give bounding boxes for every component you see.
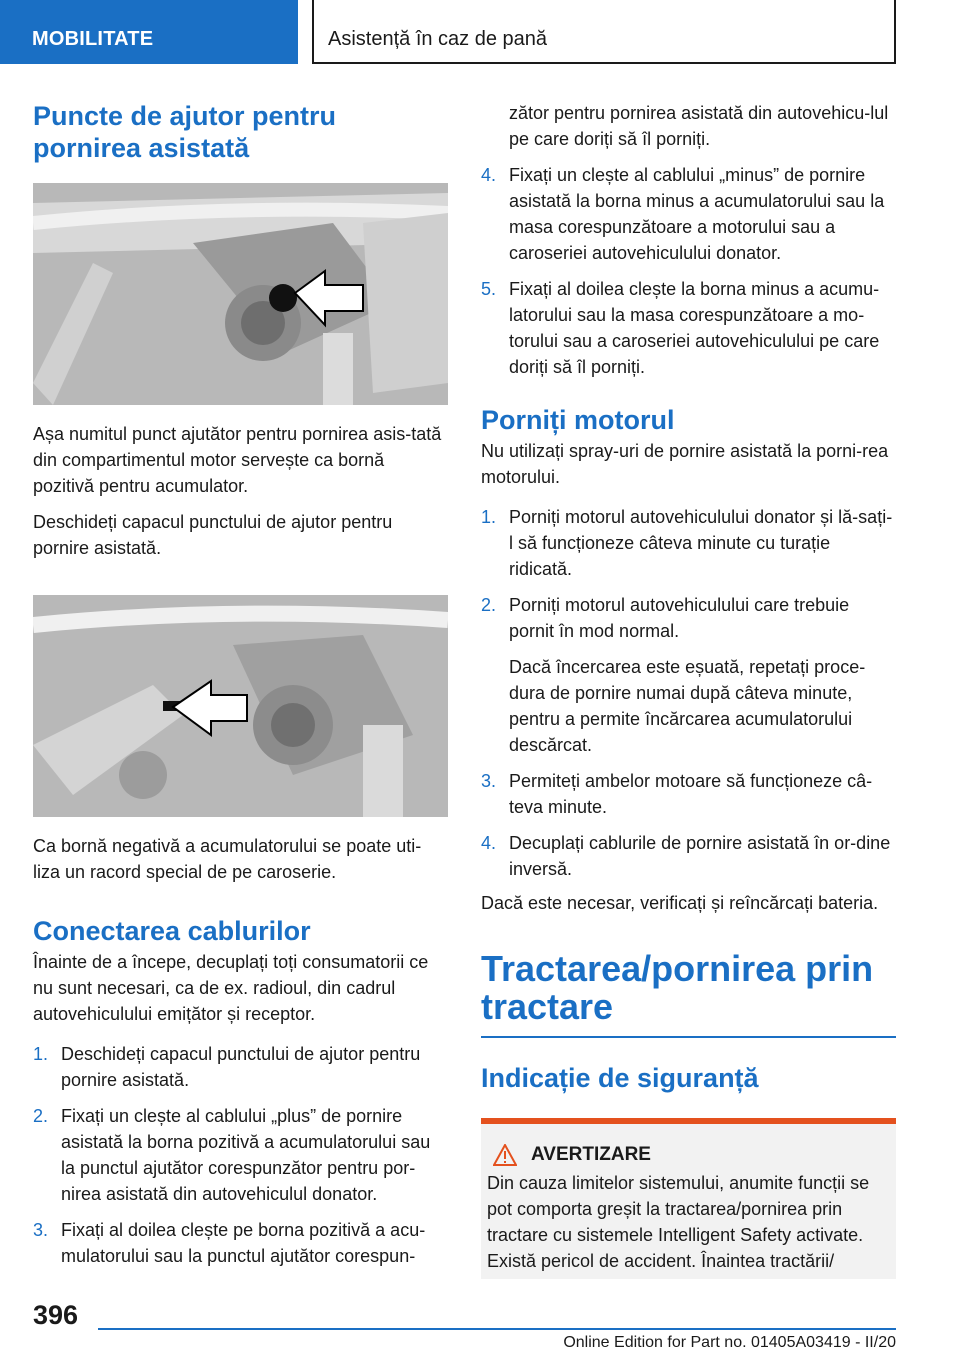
warning-box [481,1118,896,1279]
engine-photo-positive-terminal [33,183,448,405]
list-item: 3. Permiteți ambelor motoare să funcționeze câ-teva minute. [481,771,873,817]
footer-edition: Online Edition for Part no. 01405A03419 - II/20 [563,1334,896,1351]
header-section: MOBILITATE [0,0,298,64]
paragraph-check-battery: Dacă este necesar, verificați și reîncărcați bateria. [481,893,879,913]
connect-steps-list [33,1041,448,1269]
list-item: 1. Deschideți capacul punctului de ajutor pentru pornire asistată. [33,1044,421,1090]
list-item: 2. Fixați un clește al cablului „plus” de pornire asistată la borna pozitivă a acumulatorului sau la punctul ajutător corespunzător pentru por-nirea asistată din autovehiculul donator. [33,1106,431,1204]
warning-text: Din cauza limitelor sistemului, anumite funcții se pot comporta greșit la tractarea/pornirea prin tractare cu sistemele Intelligent Safety activate. Există pericol de accident. Înaintea tractării/ [487,1173,870,1271]
connect-steps-list-cont [481,162,896,380]
paragraph-open-cover: Deschideți capacul punctului de ajutor pentru pornire asistată. [33,512,393,558]
list-item: 4. Decuplați cablurile de pornire asistată în or-dine inversă. [481,833,891,879]
heading-divider [481,1036,896,1038]
right-column [481,100,896,1279]
engine-photo-negative-terminal [33,595,448,817]
warning-triangle-icon [493,1144,517,1166]
list-item: 2. Porniți motorul autovehiculului care trebuie pornit în mod normal. Dacă încercarea este eșuată, repetați proce-dura de pornire numai după câteva minute, pentru a permite încărcarea acumulatorului descărcat. [481,595,866,755]
paragraph-no-spray: Nu utilizați spray-uri de pornire asistată la porni-rea motorului. [481,441,889,487]
list-item: 5. Fixați al doilea clește la borna minus a acumu-latorului sau la masa corespunzătoare a mo-torului sau a caroseriei autovehiculului pe care doriți să îl porniți. [481,279,880,377]
warning-title: AVERTIZARE [531,1144,651,1165]
paragraph-before-start: Înainte de a începe, decuplați toți consumatorii ce nu sunt necesari, ca de ex. radioul, din cadrul autovehiculului emițător și receptor. [33,952,429,1024]
header-chapter: Asistență în caz de pană [312,0,896,64]
heading-start-engine: Porniți motorul [481,405,675,435]
list-item: 4. Fixați un clește al cablului „minus” de pornire asistată la borna minus a acumulatorului sau la masa corespunzătoare a motorului sau a caroseriei autovehiculului donator. [481,165,885,263]
start-steps-list [481,504,896,882]
paragraph-continuation: zător pentru pornirea asistată din autovehicu-lul pe care doriți să îl porniți. [509,103,889,149]
paragraph-negative-terminal: Ca bornă negativă a acumulatorului se poate uti-liza un racord special de pe caroserie. [33,836,422,882]
heading-towing: Tractarea/pornirea prin tractare [481,948,874,1027]
footer-divider [98,1328,896,1330]
paragraph-positive-terminal: Așa numitul punct ajutător pentru pornirea asis-tată din compartimentul motor servește ca bornă pozitivă pentru acumulator. [33,424,442,496]
warning-header [493,1144,888,1166]
engine-illustration-2 [33,595,448,817]
list-item: 3. Fixați al doilea clește pe borna pozitivă a acu-mulatorului sau la punctul ajutător corespun- [33,1220,426,1266]
engine-illustration [33,183,448,405]
page-number: 396 [33,1300,79,1330]
list-item: 1. Porniți motorul autovehiculului donator și lă-sați-l să funcționeze câteva minute cu turație ridicată. [481,507,893,579]
left-column [33,100,448,1269]
heading-safety-note: Indicație de siguranță [481,1063,759,1093]
heading-connect-cables: Conectarea cablurilor [33,916,311,946]
heading-jump-start-points: Puncte de ajutor pentru pornirea asistată [33,101,337,163]
